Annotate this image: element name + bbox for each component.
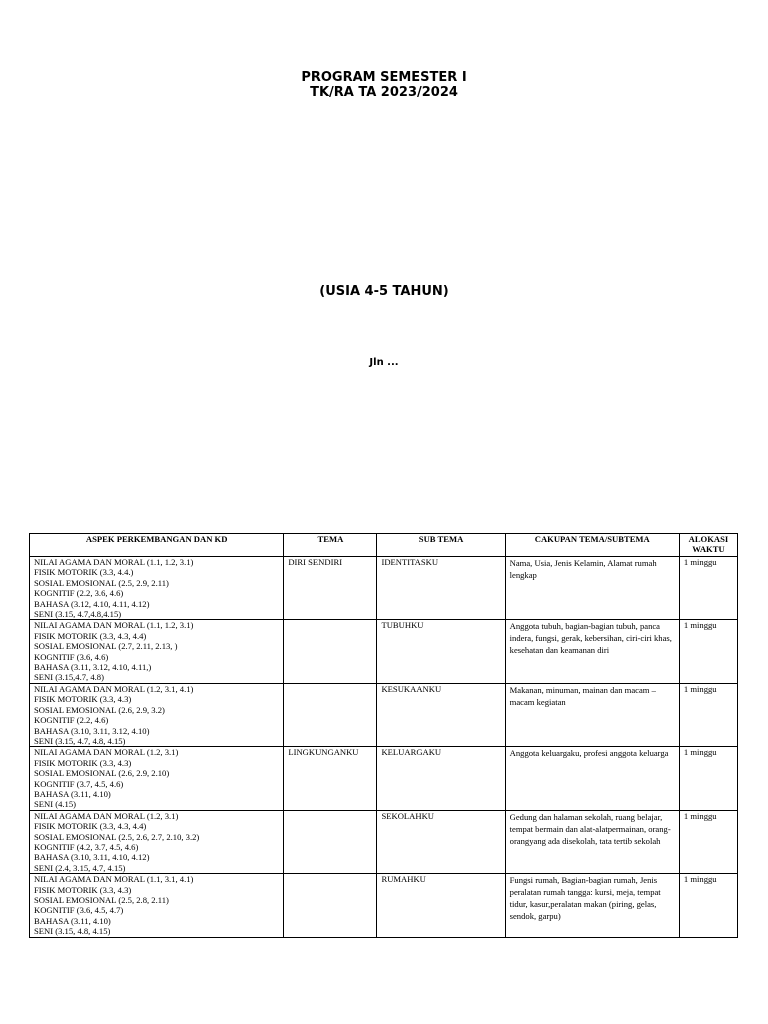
aspect-line: BAHASA (3.12, 4.10, 4.11, 4.12) — [34, 598, 150, 609]
aspect-line: FISIK MOTORIK (3.3, 4.3) — [34, 694, 132, 705]
table-row — [30, 557, 738, 620]
cakupan-cell: Nama, Usia, Jenis Kelamin, Alamat rumah lengkap — [505, 557, 679, 620]
aspect-line: SOSIAL EMOSIONAL (2.5, 2.8, 2.11) — [34, 895, 169, 905]
tema-cell — [284, 874, 377, 937]
aspect-line: KOGNITIF (2.2, 3.6, 4.6) — [34, 588, 124, 599]
sub-tema-cell: KESUKAANKU — [377, 683, 505, 746]
tema-cell: LINGKUNGANKU — [284, 747, 377, 810]
aspect-line: SENI (4.15) — [34, 799, 77, 810]
cakupan-cell: Gedung dan halaman sekolah, ruang belajar, tempat bermain dan alat-alatpermainan, orang-orangyang ada disekolah, tata tertib sekolah — [505, 810, 679, 873]
table-row — [30, 620, 738, 683]
sub-tema-cell: TUBUHKU — [377, 620, 505, 683]
semester-program-table — [29, 533, 738, 938]
table-header-row — [30, 534, 738, 557]
aspect-line: BAHASA (3.11, 3.12, 4.10, 4.11,) — [34, 662, 152, 673]
column-header-aspek: ASPEK PERKEMBANGAN DAN KD — [30, 534, 284, 557]
sub-tema-cell: SEKOLAHKU — [377, 810, 505, 873]
document-subtitle: TK/RA TA 2023/2024 — [310, 85, 458, 100]
column-header-cakupan: CAKUPAN TEMA/SUBTEMA — [505, 534, 679, 557]
address-line: Jln ... — [369, 357, 399, 368]
aspect-line: NILAI AGAMA DAN MORAL (1.2, 3.1) — [34, 810, 179, 821]
aspect-line: FISIK MOTORIK (3.3, 4.3) — [34, 757, 132, 768]
column-header-alokasi: ALOKASI WAKTU — [679, 534, 737, 557]
tema-cell — [284, 620, 377, 683]
aspect-cell — [30, 810, 284, 873]
table-row — [30, 874, 738, 937]
age-group-heading: (USIA 4-5 TAHUN) — [319, 284, 449, 299]
aspect-line: KOGNITIF (4.2, 3.7, 4.5, 4.6) — [34, 841, 139, 852]
table-row — [30, 810, 738, 873]
alokasi-cell: 1 minggu — [679, 810, 737, 873]
aspect-line: BAHASA (3.10, 3.11, 4.10, 4.12) — [34, 852, 150, 863]
sub-tema-cell: KELUARGAKU — [377, 747, 505, 810]
table-row — [30, 747, 738, 810]
aspect-line: FISIK MOTORIK (3.3, 4.3, 4.4) — [34, 630, 147, 641]
alokasi-cell: 1 minggu — [679, 620, 737, 683]
aspect-line: SENI (3.15, 4.7,4.8,4.15) — [34, 609, 122, 620]
aspect-line: NILAI AGAMA DAN MORAL (1.2, 3.1, 4.1) — [34, 683, 194, 694]
aspect-line: SENI (3.15,4.7, 4.8) — [34, 672, 104, 683]
aspect-line: SENI (3.15, 4.8, 4.15) — [34, 926, 111, 937]
aspect-cell — [30, 620, 284, 683]
aspect-cell — [30, 747, 284, 810]
aspect-line: BAHASA (3.10, 3.11, 3.12, 4.10) — [34, 725, 150, 736]
table-row — [30, 683, 738, 746]
aspect-line: SENI (2.4, 3.15, 4.7, 4.15) — [34, 862, 126, 873]
aspect-line: BAHASA (3.11, 4.10) — [34, 915, 111, 926]
cakupan-cell: Makanan, minuman, mainan dan macam – macam kegiatan — [505, 683, 679, 746]
aspect-line: KOGNITIF (2.2, 4.6) — [34, 715, 109, 726]
aspect-line: BAHASA (3.11, 4.10) — [34, 788, 111, 799]
aspect-line: FISIK MOTORIK (3.3, 4.4.) — [34, 567, 134, 578]
aspect-line: NILAI AGAMA DAN MORAL (1.2, 3.1) — [34, 747, 179, 758]
aspect-line: KOGNITIF (3.7, 4.5, 4.6) — [34, 778, 124, 789]
column-header-sub-tema: SUB TEMA — [377, 534, 505, 557]
column-header-tema: TEMA — [284, 534, 377, 557]
aspect-line: SOSIAL EMOSIONAL (2.5, 2.9, 2.11) — [34, 577, 169, 588]
aspect-line: SOSIAL EMOSIONAL (2.6, 2.9, 2.10) — [34, 768, 170, 779]
tema-cell: DIRI SENDIRI — [284, 557, 377, 620]
document-title: PROGRAM SEMESTER I — [301, 70, 467, 85]
alokasi-cell: 1 minggu — [679, 683, 737, 746]
aspect-line: SOSIAL EMOSIONAL (2.7, 2.11, 2.13, ) — [34, 641, 178, 652]
aspect-line: SENI (3.15, 4.7, 4.8, 4.15) — [34, 735, 126, 746]
alokasi-cell: 1 minggu — [679, 557, 737, 620]
aspect-cell — [30, 557, 284, 620]
aspect-line: FISIK MOTORIK (3.3, 4.3) — [34, 884, 132, 895]
aspect-cell — [30, 683, 284, 746]
cakupan-cell: Anggota tubuh, bagian-bagian tubuh, panca indera, fungsi, gerak, kebersihan, ciri-ciri khas, kesehatan dan keamanan diri — [505, 620, 679, 683]
sub-tema-cell: IDENTITASKU — [377, 557, 505, 620]
aspect-line: NILAI AGAMA DAN MORAL (1.1, 3.1, 4.1) — [34, 874, 194, 885]
aspect-line: SOSIAL EMOSIONAL (2.6, 2.9, 3.2) — [34, 704, 165, 715]
alokasi-cell: 1 minggu — [679, 747, 737, 810]
aspect-line: SOSIAL EMOSIONAL (2.5, 2.6, 2.7, 2.10, 3.2) — [34, 831, 200, 842]
cakupan-cell: Anggota keluargaku, profesi anggota keluarga — [505, 747, 679, 810]
aspect-line: NILAI AGAMA DAN MORAL (1.1, 1.2, 3.1) — [34, 620, 194, 631]
aspect-line: FISIK MOTORIK (3.3, 4.3, 4.4) — [34, 821, 147, 832]
alokasi-cell: 1 minggu — [679, 874, 737, 937]
sub-tema-cell: RUMAHKU — [377, 874, 505, 937]
aspect-line: NILAI AGAMA DAN MORAL (1.1, 1.2, 3.1) — [34, 557, 194, 567]
aspect-line: KOGNITIF (3.6, 4.6) — [34, 651, 109, 662]
aspect-line: KOGNITIF (3.6, 4.5, 4.7) — [34, 905, 124, 916]
aspect-cell — [30, 874, 284, 937]
tema-cell — [284, 810, 377, 873]
tema-cell — [284, 683, 377, 746]
cakupan-cell: Fungsi rumah, Bagian-bagian rumah, Jenis peralatan rumah tangga: kursi, meja, tempat tidur, kasur,peralatan makan (piring, gelas, sendok, garpu) — [505, 874, 679, 937]
